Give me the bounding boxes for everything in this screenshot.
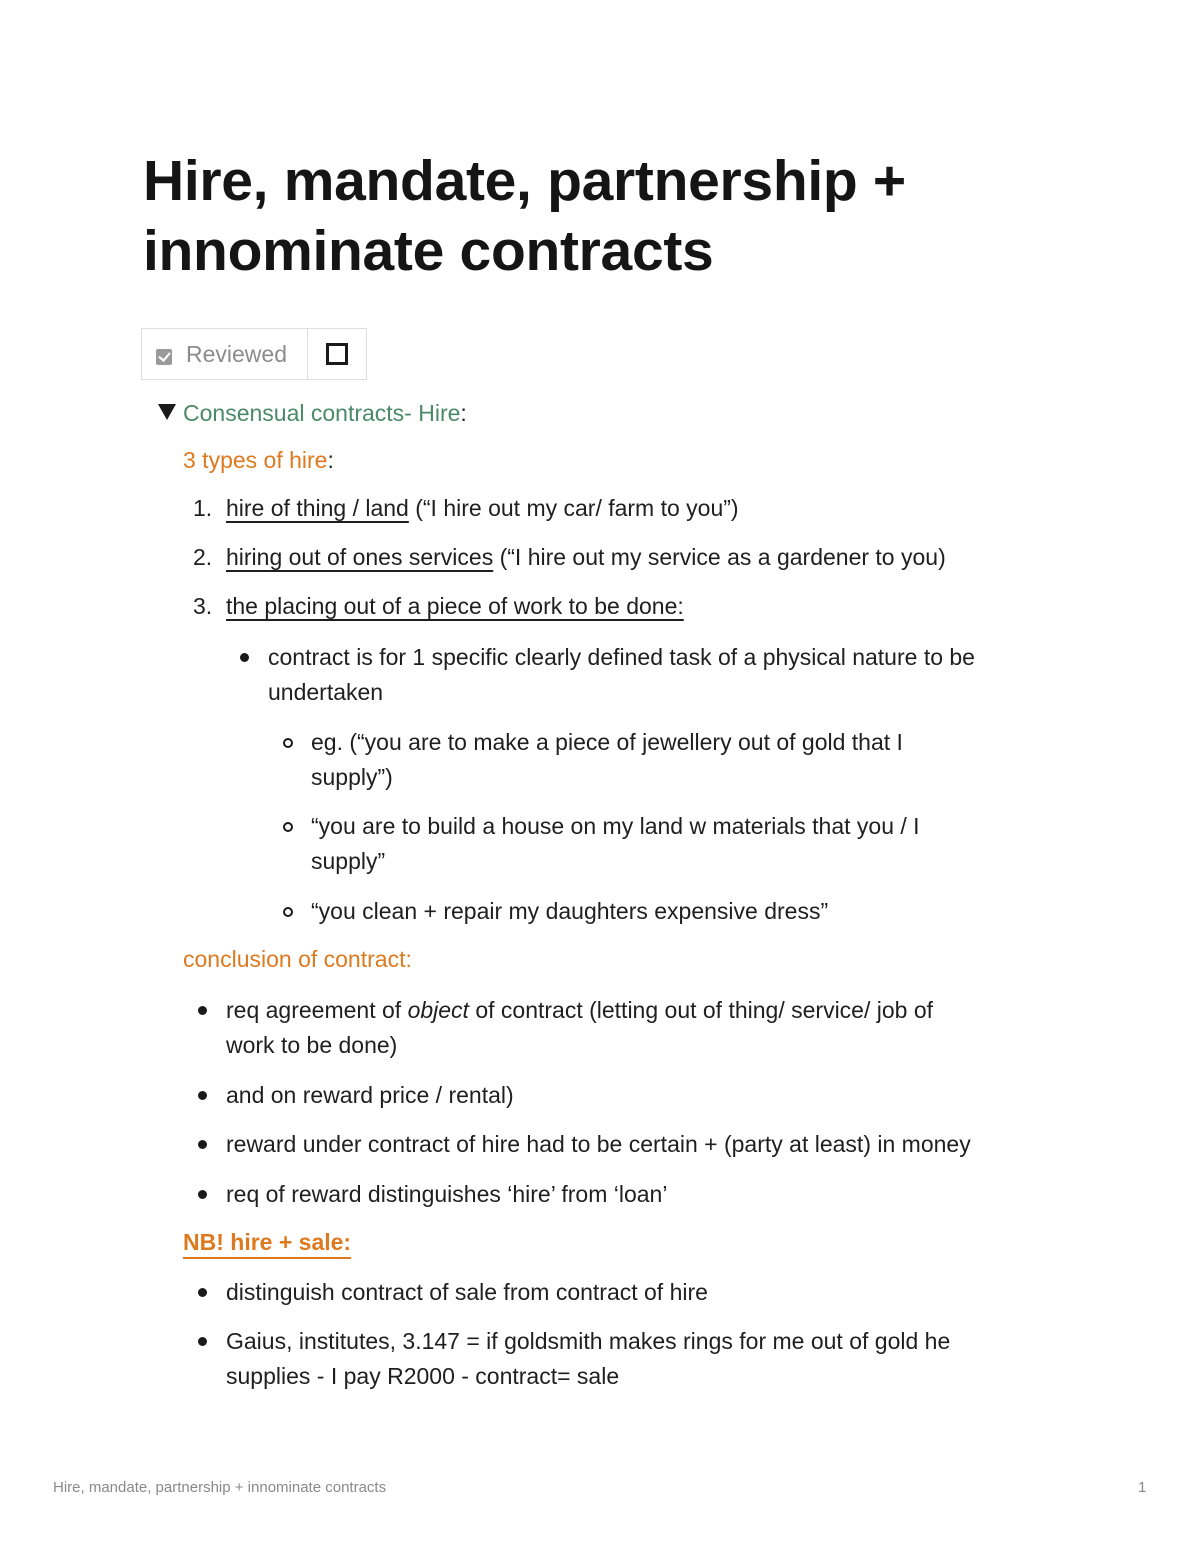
bullet-dot-icon: [198, 1337, 207, 1346]
nb-item-2: Gaius, institutes, 3.147 = if goldsmith makes rings for me out of gold he: [226, 1328, 951, 1354]
property-key: [142, 329, 308, 379]
example-item-1: eg. (“you are to make a piece of jewellery out of gold that I: [311, 729, 903, 755]
item-rest: (“I hire out my service as a gardener to you): [493, 544, 946, 570]
nb-item-2-continuation: supplies - I pay R2000 - contract= sale: [226, 1363, 620, 1389]
conclusion-item-1-continuation: work to be done): [226, 1032, 398, 1058]
toggle-colon: :: [460, 400, 467, 426]
bullet-dot-icon: [198, 1140, 207, 1149]
property-value[interactable]: [308, 329, 366, 379]
bullet-ring-icon: [283, 738, 293, 748]
toggle-label-text: Consensual contracts- Hire: [183, 400, 461, 426]
property-row-reviewed: [141, 328, 367, 380]
footer-page-number: 1: [1138, 1479, 1147, 1496]
conclusion-item-3: reward under contract of hire had to be certain + (party at least) in money: [226, 1131, 971, 1157]
text-segment: of contract (letting out of thing/ service/ job of: [468, 997, 934, 1023]
item-rest: (“I hire out my car/ farm to you”): [408, 495, 739, 521]
list-number-1: 1.: [193, 495, 213, 521]
list-item: contract is for 1 specific clearly defined task of a physical nature to be: [268, 644, 975, 670]
page-title: Hire, mandate, partnership + innominate contracts: [143, 149, 906, 283]
footer-title: Hire, mandate, partnership + innominate contracts: [53, 1479, 387, 1496]
example-item-1-continuation: supply”): [311, 764, 393, 790]
list-number-3: 3.: [193, 593, 213, 619]
checkbox-property-icon: [156, 349, 172, 365]
nb-item-1: distinguish contract of sale from contract of hire: [226, 1279, 708, 1305]
conclusion-heading: conclusion of contract:: [183, 946, 412, 972]
bullet-dot-icon: [240, 653, 249, 662]
bullet-ring-icon: [283, 822, 293, 832]
bullet-dot-icon: [198, 1006, 207, 1015]
nb-heading: NB! hire + sale:: [183, 1229, 352, 1255]
bullet-dot-icon: [198, 1288, 207, 1297]
bullet-ring-icon: [283, 907, 293, 917]
toggle-heading[interactable]: [183, 397, 467, 429]
conclusion-item-2: and on reward price / rental): [226, 1082, 514, 1108]
conclusion-item-1: [226, 993, 933, 1028]
item-term: hiring out of ones services: [226, 544, 494, 570]
emphasis-object: object: [407, 997, 469, 1023]
numbered-item-1: [226, 491, 739, 526]
list-number-2: 2.: [193, 544, 213, 570]
types-heading-colon: :: [327, 447, 334, 473]
example-item-2: “you are to build a house on my land w materials that you / I: [311, 813, 920, 839]
bullet-dot-icon: [198, 1190, 207, 1199]
property-label: Reviewed: [186, 340, 287, 367]
bullet-dot-icon: [198, 1091, 207, 1100]
example-item-3: “you clean + repair my daughters expensive dress”: [311, 898, 829, 924]
example-item-2-continuation: supply”: [311, 848, 386, 874]
item-term: the placing out of a piece of work to be done:: [226, 593, 684, 619]
types-heading-text: 3 types of hire: [183, 447, 328, 473]
types-heading: [183, 444, 334, 476]
list-item-continuation: undertaken: [268, 679, 384, 705]
item-term: hire of thing / land: [226, 495, 409, 521]
text-segment: req agreement of: [226, 997, 408, 1023]
numbered-item-2: [226, 540, 946, 575]
reviewed-checkbox[interactable]: [326, 343, 348, 365]
numbered-item-3: [226, 589, 684, 624]
toggle-triangle-icon[interactable]: [158, 404, 176, 420]
conclusion-item-4: req of reward distinguishes ‘hire’ from ‘loan’: [226, 1181, 668, 1207]
